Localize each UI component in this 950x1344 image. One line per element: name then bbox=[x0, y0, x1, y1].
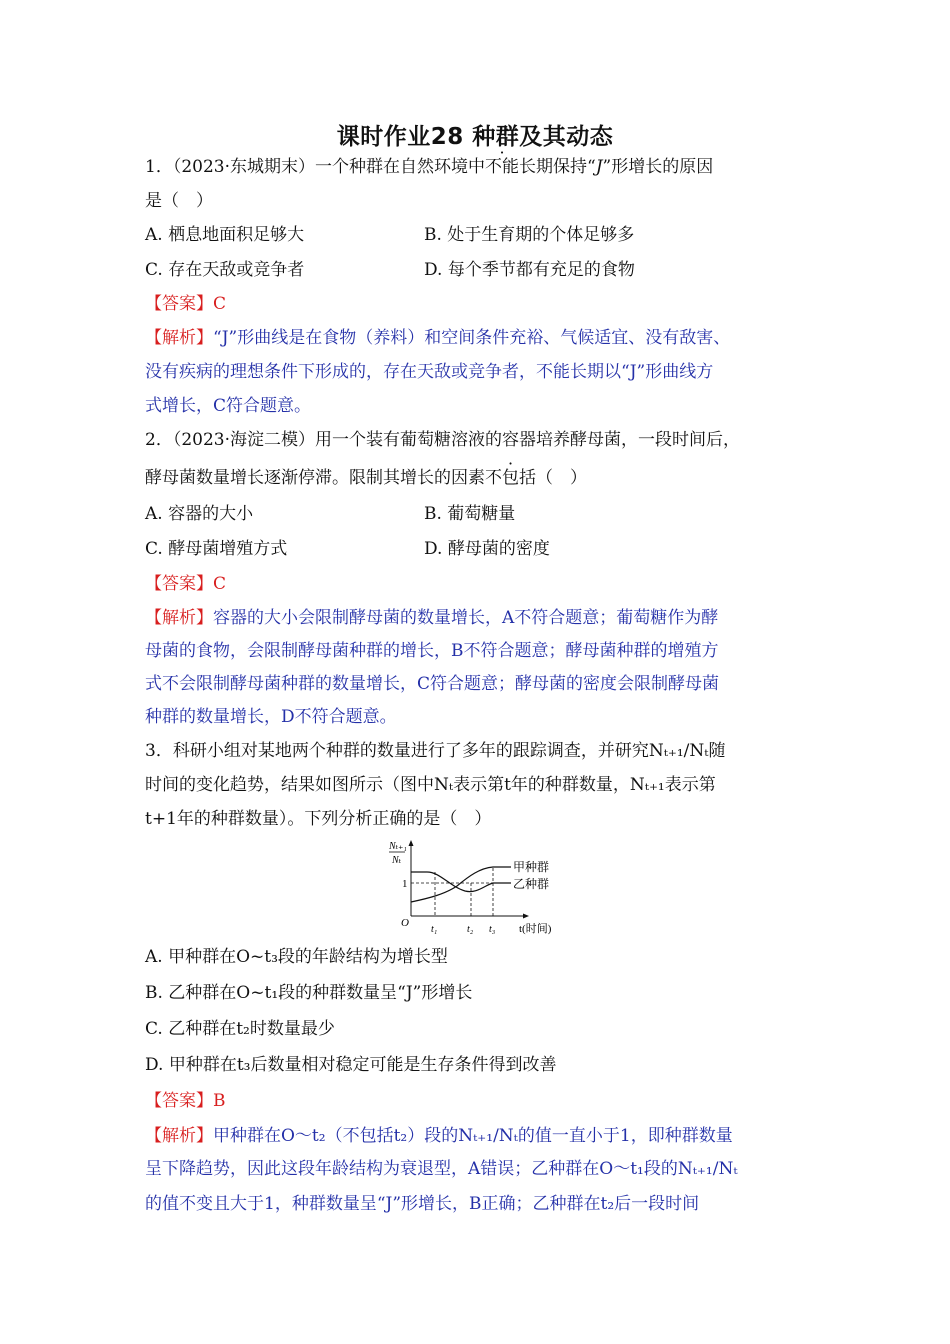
q1-emphasis: 不能 bbox=[484, 157, 519, 177]
page-title: 课时作业28 种群及其动态 bbox=[336, 124, 614, 150]
q3-option-a: A. 甲种群在O~t₃段的年龄结构为增长型 bbox=[145, 947, 448, 967]
q2-stem-text: 酵母菌数量增长逐渐停滞。限制其增长的因素 bbox=[145, 468, 485, 488]
q1-j-letter: J bbox=[595, 157, 603, 177]
answer-value: C bbox=[213, 574, 227, 594]
x-axis-label: t(时间) bbox=[519, 923, 552, 935]
analysis-text: “J”形曲线是在食物（养料）和空间条件充裕、气候适宜、没有敌害、 bbox=[213, 328, 731, 348]
q2-analysis-line2: 母菌的食物，会限制酵母菌种群的增长，B不符合题意；酵母菌种群的增殖方 bbox=[145, 641, 719, 661]
q1-stem-text2: 长期保持“ bbox=[518, 157, 596, 177]
q2-answer bbox=[145, 573, 226, 595]
answer-tag: 【答案】 bbox=[145, 1091, 213, 1111]
answer-value: C bbox=[213, 294, 227, 314]
answer-tag: 【答案】 bbox=[145, 294, 213, 314]
y-tick-1: 1 bbox=[402, 878, 408, 890]
y-axis-label-top: Nₜ₊₁ bbox=[389, 841, 407, 852]
q2-option-a: A. 容器的大小 bbox=[145, 504, 254, 524]
q2-option-d: D. 酵母菌的密度 bbox=[424, 539, 550, 559]
q2-analysis-line3: 式不会限制酵母菌种群的数量增长，C符合题意；酵母菌的密度会限制酵母菌 bbox=[145, 674, 720, 694]
q3-analysis-line1 bbox=[145, 1125, 733, 1147]
population-ratio-figure bbox=[385, 838, 565, 938]
q1-analysis-line2: 没有疾病的理想条件下形成的，存在天敌或竞争者，不能长期以“J”形曲线方 bbox=[145, 362, 714, 382]
q1-stem-line2: 是（ ） bbox=[145, 191, 213, 211]
q2-analysis-line4: 种群的数量增长，D不符合题意。 bbox=[145, 707, 397, 727]
q3-analysis-line3: 的值不变且大于1，种群数量呈“J”形增长，B正确；乙种群在t₂后一段时间 bbox=[145, 1194, 700, 1214]
q3-answer bbox=[145, 1090, 226, 1112]
analysis-tag: 【解析】 bbox=[145, 328, 213, 348]
q2-analysis-line1 bbox=[145, 607, 718, 629]
y-axis-label-bottom: Nₜ bbox=[392, 855, 402, 866]
q2-option-b: B. 葡萄糖量 bbox=[424, 504, 516, 524]
q1-option-a: A. 栖息地面积足够大 bbox=[145, 225, 305, 245]
x-tick-t3: t₃ bbox=[489, 924, 496, 935]
q1-answer bbox=[145, 293, 226, 315]
analysis-text: 甲种群在O～t₂（不包括t₂）段的Nₜ₊₁/Nₜ的值一直小于1，即种群数量 bbox=[213, 1126, 733, 1146]
series-yi-line bbox=[411, 872, 511, 892]
q3-option-b: B. 乙种群在O~t₁段的种群数量呈“J”形增长 bbox=[145, 983, 473, 1003]
q3-stem-line2: 时间的变化趋势，结果如图所示（图中Nₜ表示第t年的种群数量，Nₜ₊₁表示第 bbox=[145, 775, 716, 795]
q2-option-c: C. 酵母菌增殖方式 bbox=[145, 539, 288, 559]
q1-option-d: D. 每个季节都有充足的食物 bbox=[424, 260, 635, 280]
q2-stem-line1: 2．（2023·海淀二模）用一个装有葡萄糖溶液的容器培养酵母菌，一段时间后， bbox=[145, 430, 740, 450]
legend-yi: 乙种群 bbox=[513, 877, 550, 891]
q3-analysis-line2: 呈下降趋势，因此这段年龄结构为衰退型，A错误；乙种群在O～t₁段的Nₜ₊₁/Nₜ bbox=[145, 1159, 738, 1179]
q3-option-d: D. 甲种群在t₃后数量相对稳定可能是生存条件得到改善 bbox=[145, 1055, 557, 1075]
answer-value: B bbox=[213, 1091, 226, 1111]
q2-stem-text2: （ ） bbox=[536, 468, 587, 488]
x-tick-t2: t₂ bbox=[467, 924, 474, 935]
legend-jia: 甲种群 bbox=[513, 860, 550, 874]
q1-stem-line1 bbox=[145, 156, 713, 178]
q3-stem-line1: 3．科研小组对某地两个种群的数量进行了多年的跟踪调查，并研究Nₜ₊₁/Nₜ随 bbox=[145, 741, 726, 761]
origin-label: O bbox=[401, 917, 409, 929]
q1-stem-text3: ”形增长的原因 bbox=[602, 157, 714, 177]
q1-option-c: C. 存在天敌或竞争者 bbox=[145, 260, 305, 280]
q1-analysis-line3: 式增长，C符合题意。 bbox=[145, 396, 312, 416]
q3-stem-line3: t+1年的种群数量）。下列分析正确的是（ ） bbox=[145, 809, 492, 829]
x-tick-t1: t₁ bbox=[431, 924, 438, 935]
q1-analysis-line1 bbox=[145, 327, 730, 349]
q1-option-b: B. 处于生育期的个体足够多 bbox=[424, 225, 635, 245]
q3-option-c: C. 乙种群在t₂时数量最少 bbox=[145, 1019, 335, 1039]
answer-tag: 【答案】 bbox=[145, 574, 213, 594]
q2-stem-line2 bbox=[145, 467, 587, 489]
analysis-tag: 【解析】 bbox=[145, 608, 213, 628]
q2-emphasis: 不包括 bbox=[485, 468, 536, 488]
q1-stem-text: 1．（2023·东城期末）一个种群在自然环境中 bbox=[145, 157, 485, 177]
analysis-text: 容器的大小会限制酵母菌的数量增长，A不符合题意；葡萄糖作为酵 bbox=[213, 608, 719, 628]
analysis-tag: 【解析】 bbox=[145, 1126, 213, 1146]
